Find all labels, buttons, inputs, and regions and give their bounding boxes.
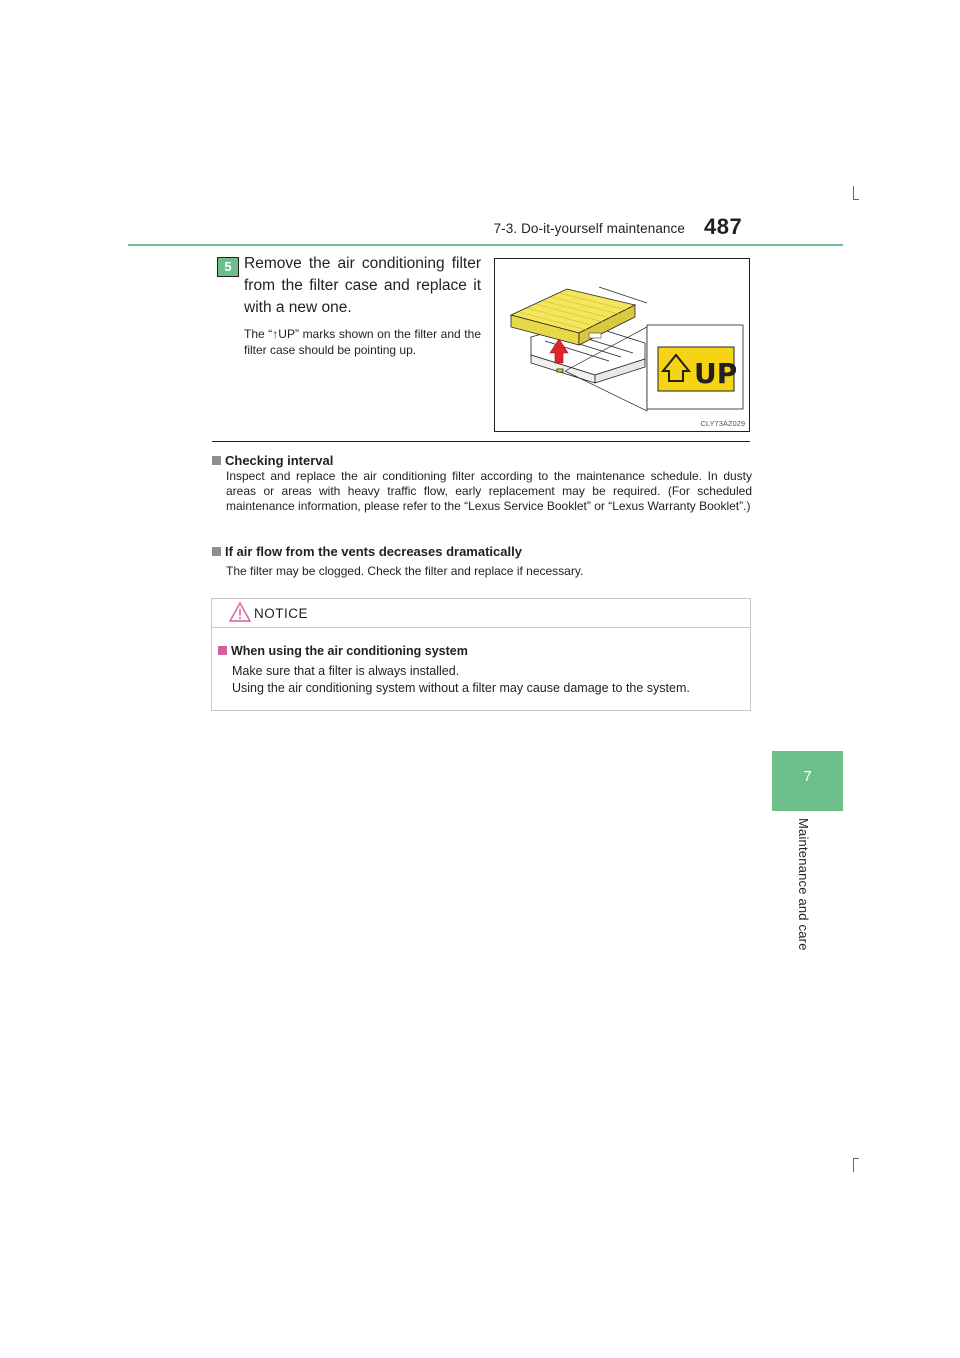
notice-line-1: Make sure that a filter is always installed. <box>232 664 460 678</box>
square-bullet-icon <box>212 547 221 556</box>
notice-line-2: Using the air conditioning system without a filter may cause damage to the system. <box>232 681 690 695</box>
notice-body <box>232 663 690 697</box>
running-header-section: 7-3. Do-it-yourself maintenance <box>493 221 685 236</box>
crop-mark-bottom-tick <box>853 1158 859 1159</box>
note-body: The filter may be clogged. Check the filter and replace if necessary. <box>226 564 584 578</box>
note-air-flow <box>212 543 752 579</box>
note-title: Checking interval <box>212 452 752 469</box>
notice-header <box>212 599 750 628</box>
notice-title: NOTICE <box>254 606 309 621</box>
crop-mark-top <box>853 186 854 200</box>
notice-subtitle: When using the air conditioning system <box>218 644 468 658</box>
section-divider <box>212 441 750 442</box>
crop-mark-bottom <box>853 1158 854 1172</box>
crop-mark-top-tick <box>853 199 859 200</box>
chapter-number: 7 <box>803 768 812 785</box>
note-body: Inspect and replace the air conditioning filter according to the maintenance schedule. In dusty areas or areas with heavy traffic flow, early replacement may be required. (For scheduled maintenance information, please refer to the “Lexus Service Booklet” or “Lexus Warranty Booklet”.) <box>226 469 752 513</box>
figure-code: CLY73AZ029 <box>700 419 745 428</box>
note-checking-interval <box>212 452 752 514</box>
filter-illustration <box>494 258 750 432</box>
page-number: 487 <box>704 214 743 239</box>
chapter-title: Maintenance and care <box>796 818 811 951</box>
step-instruction: Remove the air conditioning filter from the filter case and replace it with a new one. <box>244 255 481 316</box>
up-label-text: UP <box>694 357 738 390</box>
warning-triangle-icon <box>229 602 251 622</box>
filter-replacement-drawing <box>495 259 749 431</box>
square-bullet-icon <box>218 646 227 655</box>
step-note: The “↑UP” marks shown on the filter and the filter case should be pointing up. <box>244 327 481 357</box>
step-number-badge: 5 <box>217 257 239 277</box>
note-title: If air flow from the vents decreases dramatically <box>212 543 752 560</box>
header-rule <box>128 244 843 246</box>
notice-box <box>211 598 751 711</box>
square-bullet-icon <box>212 456 221 465</box>
